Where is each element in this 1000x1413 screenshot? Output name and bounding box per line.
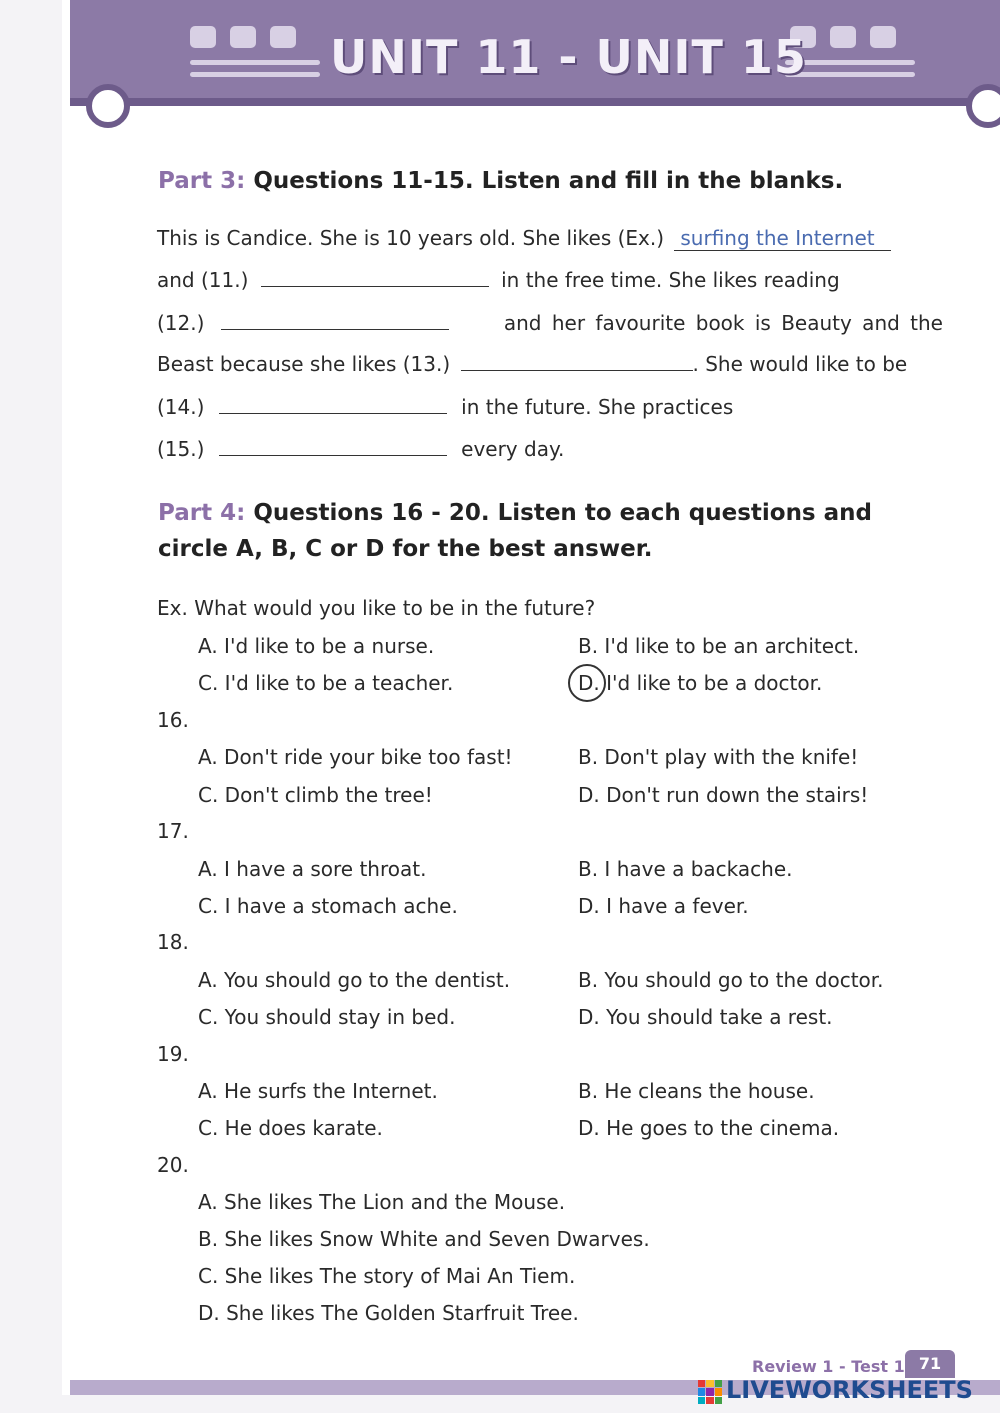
question-number: 19. <box>157 1042 189 1066</box>
q19-option-c[interactable]: C. He does karate. <box>198 1116 383 1140</box>
passage-text: Beast because she likes (13.) <box>157 352 451 376</box>
q18-option-b[interactable]: B. You should go to the doctor. <box>578 968 884 992</box>
blank-13-input[interactable] <box>461 352 693 371</box>
passage-text: in the future. She practices <box>461 395 734 419</box>
part4-heading <box>158 500 872 526</box>
q19-option-d[interactable]: D. He goes to the cinema. <box>578 1116 840 1140</box>
q20-option-c[interactable]: C. She likes The story of Mai An Tiem. <box>198 1264 576 1288</box>
banner-stripe <box>190 72 320 77</box>
q16-option-b[interactable]: B. Don't play with the knife! <box>578 745 859 769</box>
part4-title-line1: Questions 16 - 20. Listen to each questions and <box>253 500 872 526</box>
passage-line-3 <box>157 311 943 335</box>
q18-option-c[interactable]: C. You should stay in bed. <box>198 1005 456 1029</box>
part4-title-line2: circle A, B, C or D for the best answer. <box>158 536 653 562</box>
banner-divider <box>70 98 1000 106</box>
banner-stripe <box>190 60 320 65</box>
brand-name[interactable]: LIVEWORKSHEETS <box>726 1376 973 1404</box>
part3-heading <box>158 168 843 194</box>
passage-line-1 <box>157 226 891 251</box>
q16-option-c[interactable]: C. Don't climb the tree! <box>198 783 433 807</box>
footer-label: Review 1 - Test 1 <box>752 1357 905 1376</box>
example-answer: surfing the Internet <box>674 226 891 251</box>
passage-text: This is Candice. She is 10 years old. She likes (Ex.) <box>157 226 665 250</box>
passage-text: (14.) <box>157 395 205 419</box>
question-number: 17. <box>157 819 189 843</box>
banner-decoration-left <box>190 26 296 48</box>
q20-option-a[interactable]: A. She likes The Lion and the Mouse. <box>198 1190 566 1214</box>
q16-option-a[interactable]: A. Don't ride your bike too fast! <box>198 745 513 769</box>
blank-15-input[interactable] <box>219 437 447 456</box>
passage-text: (12.) <box>157 311 205 335</box>
q17-option-a[interactable]: A. I have a sore throat. <box>198 857 427 881</box>
passage-text: (15.) <box>157 437 205 461</box>
part4-label: Part 4: <box>158 500 246 526</box>
blank-14-input[interactable] <box>219 395 447 414</box>
question-number: 18. <box>157 930 189 954</box>
q20-option-b[interactable]: B. She likes Snow White and Seven Dwarves. <box>198 1227 650 1251</box>
blank-11-input[interactable] <box>261 268 489 287</box>
passage-text: and (11.) <box>157 268 249 292</box>
page-number: 71 <box>905 1350 955 1378</box>
q19-option-a[interactable]: A. He surfs the Internet. <box>198 1079 438 1103</box>
passage-line-5 <box>157 395 733 419</box>
q17-option-c[interactable]: C. I have a stomach ache. <box>198 894 458 918</box>
q17-option-b[interactable]: B. I have a backache. <box>578 857 793 881</box>
answer-circle-mark <box>568 664 606 702</box>
passage-line-6 <box>157 437 564 461</box>
question-number: 20. <box>157 1153 189 1177</box>
worksheet-page <box>62 0 1000 1395</box>
passage-line-4 <box>157 352 907 376</box>
part3-label: Part 3: <box>158 168 246 194</box>
passage-text: and her favourite book is Beauty and the <box>503 311 943 335</box>
example-option-d[interactable]: D. I'd like to be a doctor. <box>578 671 823 695</box>
passage-text: every day. <box>461 437 565 461</box>
q17-option-d[interactable]: D. I have a fever. <box>578 894 749 918</box>
q19-option-b[interactable]: B. He cleans the house. <box>578 1079 815 1103</box>
example-option-a[interactable]: A. I'd like to be a nurse. <box>198 634 435 658</box>
passage-text: in the free time. She likes reading <box>501 268 840 292</box>
example-option-b[interactable]: B. I'd like to be an architect. <box>578 634 860 658</box>
passage-line-2 <box>157 268 840 292</box>
unit-title: UNIT 11 - UNIT 15 <box>330 30 807 84</box>
q18-option-a[interactable]: A. You should go to the dentist. <box>198 968 511 992</box>
q18-option-d[interactable]: D. You should take a rest. <box>578 1005 833 1029</box>
part3-title: Questions 11-15. Listen and fill in the blanks. <box>253 168 844 194</box>
q16-option-d[interactable]: D. Don't run down the stairs! <box>578 783 869 807</box>
q20-option-d[interactable]: D. She likes The Golden Starfruit Tree. <box>198 1301 579 1325</box>
blank-12-input[interactable] <box>221 311 449 330</box>
binder-ring-icon <box>86 84 130 128</box>
passage-text: . She would like to be <box>692 352 908 376</box>
liveworksheets-logo-icon <box>698 1380 722 1404</box>
question-number: 16. <box>157 708 189 732</box>
example-option-c[interactable]: C. I'd like to be a teacher. <box>198 671 454 695</box>
example-question: Ex. What would you like to be in the future? <box>157 596 596 620</box>
